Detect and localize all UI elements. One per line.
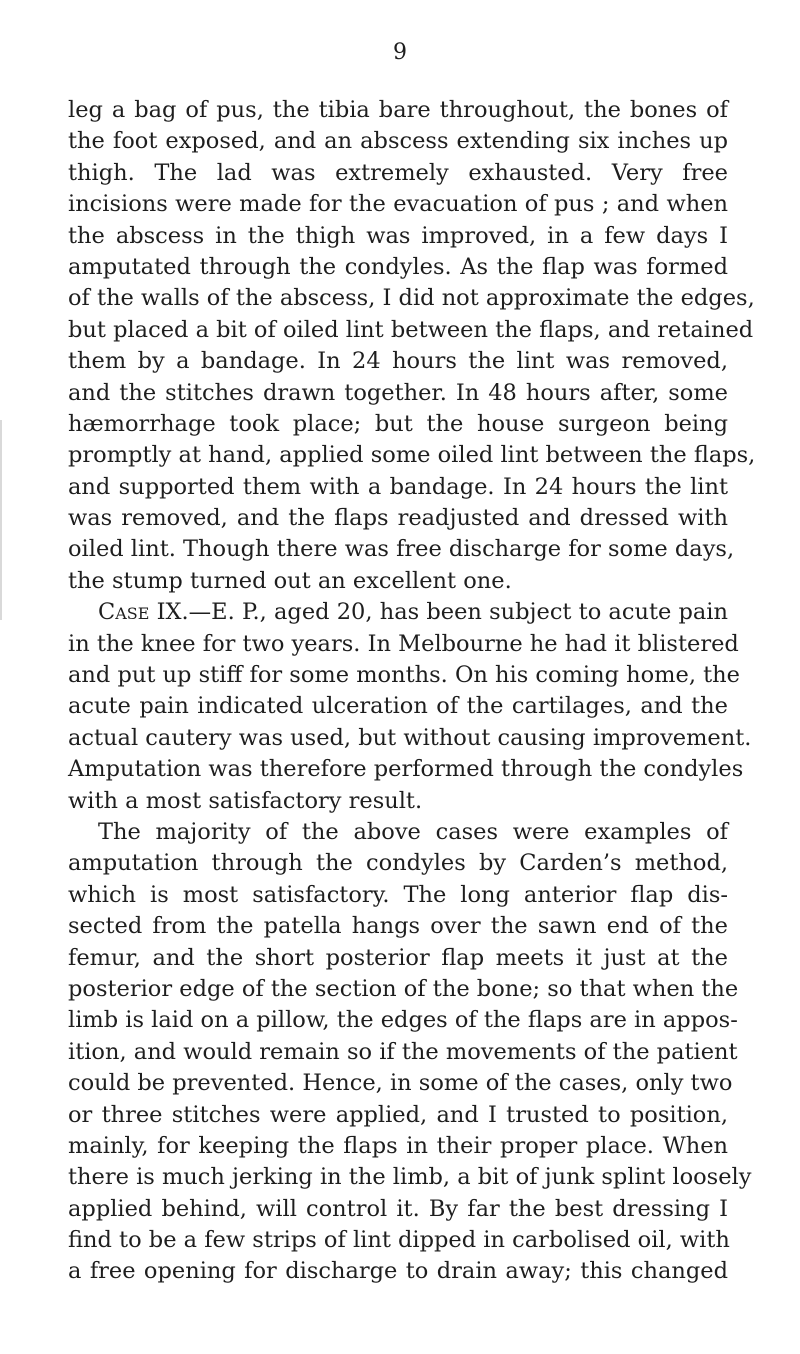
text-line: of the walls of the abscess, I did not approximate the edges, (68, 285, 755, 312)
text-line: them by a bandage. In 24 hours the lint was removed, (68, 348, 728, 375)
case-first-line-text: —E. P., aged 20, has been subject to acute pain (188, 599, 728, 626)
scan-edge-shadow (0, 420, 2, 620)
text-line: amputated through the condyles. As the flap was formed (68, 253, 728, 280)
text-line: ition, and would remain so if the movements of the patient (68, 1038, 738, 1065)
text-line: leg a bag of pus, the tibia bare throughout, the bones of (68, 97, 728, 123)
text-line: with a most satisfactory result. (68, 787, 423, 814)
text-line: mainly, for keeping the flaps in their proper place. When (68, 1132, 728, 1159)
paragraph-case-ix (68, 597, 752, 817)
text-line: The majority of the above cases were examples of (98, 818, 728, 845)
text-line: which is most satisfactory. The long anterior flap dis- (68, 881, 728, 908)
text-line: incisions were made for the evacuation of pus ; and when (68, 191, 728, 218)
body-text (68, 95, 756, 1288)
text-line: find to be a few strips of lint dipped in carbolised oil, with (68, 1227, 730, 1254)
text-line: the foot exposed, and an abscess extending six inches up (68, 128, 728, 155)
text-line: and supported them with a bandage. In 24 hours the lint (68, 473, 728, 500)
text-line: and the stitches drawn together. In 48 hours after, some (68, 379, 728, 406)
text-line-case-heading (68, 597, 728, 628)
text-line: hæmorrhage took place; but the house surgeon being (68, 410, 728, 437)
case-label: Case IX. (98, 599, 189, 626)
text-line: and put up stiff for some months. On his coming home, the (68, 662, 740, 689)
text-line: was removed, and the flaps readjusted and dressed with (68, 505, 728, 532)
paragraph-discussion (68, 817, 752, 1288)
text-line: actual cautery was used, but without causing improvement. (68, 724, 752, 751)
text-line: oiled lint. Though there was free discharge for some days, (68, 536, 735, 563)
text-line: promptly at hand, applied some oiled lint between the flaps, (68, 442, 756, 469)
text-line: or three stitches were applied, and I trusted to position, (68, 1101, 728, 1128)
text-line: acute pain indicated ulceration of the cartilages, and the (68, 693, 728, 720)
text-line: the stump turned out an excellent one. (68, 567, 512, 594)
text-line: there is much jerking in the limb, a bit of junk splint loosely (68, 1164, 752, 1191)
paragraph-case-viii-continued (68, 95, 756, 597)
text-line: posterior edge of the section of the bone; so that when the (68, 975, 739, 1002)
text-line: limb is laid on a pillow, the edges of the flaps are in appos- (68, 1007, 738, 1034)
text-line: in the knee for two years. In Melbourne he had it blistered (68, 630, 739, 657)
text-line: a free opening for discharge to drain away; this changed (68, 1258, 728, 1285)
text-line: applied behind, will control it. By far the best dressing I (68, 1195, 728, 1222)
text-line: thigh. The lad was extremely exhausted. Very free (68, 159, 728, 186)
text-line: amputation through the condyles by Carden’s method, (68, 850, 728, 877)
text-line: Amputation was therefore performed through the condyles (68, 756, 744, 783)
text-line: femur, and the short posterior flap meets it just at the (68, 944, 728, 971)
text-line: the abscess in the thigh was improved, in a few days I (68, 222, 728, 249)
text-line: but placed a bit of oiled lint between the flaps, and retained (68, 316, 754, 343)
text-line: sected from the patella hangs over the sawn end of the (68, 913, 728, 940)
page-number: 9 (393, 40, 407, 65)
text-line: could be prevented. Hence, in some of the cases, only two (68, 1070, 733, 1097)
